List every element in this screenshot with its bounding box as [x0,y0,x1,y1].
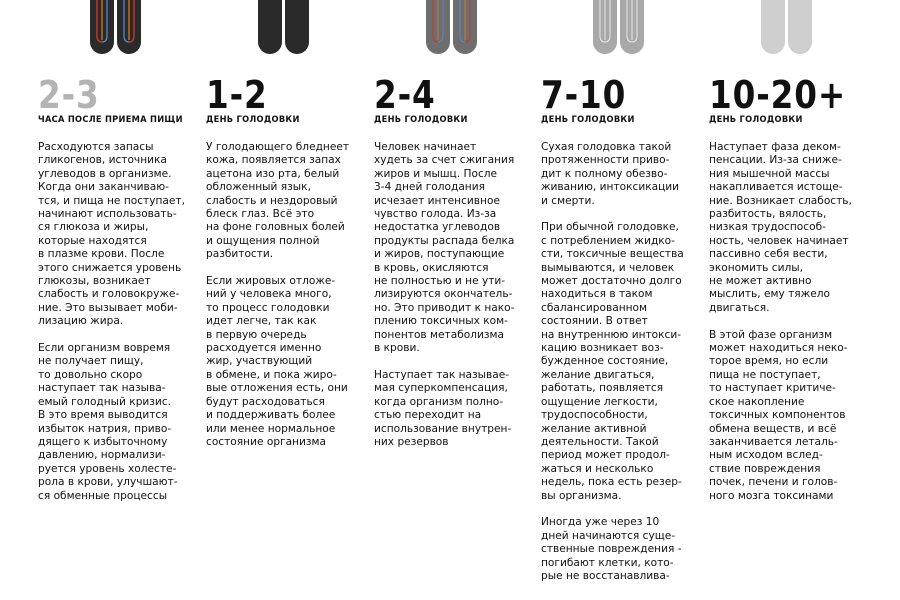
left-leg-icon [593,0,617,54]
stage-range: 2-3 [38,73,100,117]
left-leg-icon [761,0,785,54]
stage-label: ДЕНЬ ГОЛОДОВКИ [374,115,468,125]
right-leg-icon [620,0,644,54]
stage-description [541,141,706,597]
stage-range: 1-2 [206,73,268,117]
stage-label: ЧАСА ПОСЛЕ ПРИЕМА ПИЩИ [38,115,183,125]
right-leg-icon [285,0,309,54]
paragraph: Сухая голодовка такой протяженности приво- дит к полному обезво- живанию, интоксикации и смерти. [541,141,680,207]
stage-range: 2-4 [374,73,436,117]
paragraph: При обычной голодовке, с потреблением жидко- сти, токсичные вещества вымываются, и человек может достаточно долго находиться в таком сбалансированном состоянии. В ответ на внутреннюю интокси- кацию возникает воз- бужденное состояние, желание двигаться, работать, появляется ощущение легкости, трудоспособности, желание активной деятельности. Такой период может продол- жаться и несколько недель, пока есть резер- вы организма. [541,221,684,502]
left-leg-icon [258,0,282,54]
stage-range: 10-20+ [709,73,847,117]
right-leg-icon [453,0,477,54]
stage-column-1 [38,0,206,600]
stage-column-3 [374,0,542,600]
left-leg-icon [90,0,114,54]
paragraph: У голодающего бледнеет кожа, появляется запах ацетона изо рта, белый обложенный язык, слабость и нездоровый блеск глаз. Всё это на фоне головных болей и ощущения полной разбитости. [206,141,350,261]
stage-column-5 [709,0,889,600]
stage-column-4 [541,0,709,600]
stage-label: ДЕНЬ ГОЛОДОВКИ [206,115,300,125]
stage-range: 7-10 [541,73,627,117]
paragraph: Если жировых отложе- ний у человека много, то процесс голодовки идет легче, так как в первую очередь расходуется именно жир, участвующий в обмене, и пока жиро- вые отложения есть, они будут расходоваться и поддерживать более или менее нормальное состояние организма [206,275,348,448]
paragraph: Если организм вовремя не получает пищу, то довольно скоро наступает так называ- емый голодный кризис. В это время выводится избыток натрия, приво- дящего к избыточному давлению, нормализи- руется уровень холесте- рола в крови, улучшают- ся обменные процессы [38,342,178,502]
stage-label: ДЕНЬ ГОЛОДОВКИ [541,115,635,125]
stage-description [709,141,874,516]
paragraph: Наступает фаза деком- пенсации. Из-за сниже- ния мышечной массы накапливается истоще- ние. Возникает слабость, разбитость, вялость, низкая трудоспособ- ность, человек начинает пассивно себя вести, экономить силы, не может активно мыслить, ему тяжело двигаться. [709,141,852,314]
paragraph: Человек начинает худеть за счет сжигания жиров и мышц. После 3-4 дней голодания исчезает интенсивное чувство голода. Из-за недостатка углеводов продукты распада белка и жиров, поступающие в кровь, окисляются не полностью и не ути- лизируются окончатель- но. Это приводит к нако- плению токсичных ком- понентов метаболизма в крови. [374,141,515,355]
paragraph: Наступает так называе- мая суперкомпенсация, когда организм полно- стью переходит на использование внутрен- них резервов [374,368,512,448]
legs-illustration [258,0,318,54]
stage-description [374,141,539,463]
paragraph: В этой фазе организм может находиться неко- торое время, но если пища не поступает, то наступает критиче- ское накопление токсичных компонентов обмена веществ, и всё заканчивается леталь- ным исходом вслед- ствие повреждения почек, печени и голов- ного мозга токсинами [709,328,848,502]
stage-column-2 [206,0,374,600]
paragraph: Иногда уже через 10 дней начинаются суще- ственные повреждения - погибают клетки, кото- рые не восстанавлива- [541,516,682,582]
legs-illustration [761,0,821,54]
right-leg-icon [117,0,141,54]
left-leg-icon [426,0,450,54]
stage-description [38,141,203,516]
paragraph: Расходуются запасы гликогенов, источника углеводов в организме. Когда они заканчиваю- тся, и пища не поступает, начинают использовать- ся глюкоза и жиры, которые находятся в плазме крови. После этого снижается уровень глюкозы, возникает слабость и головокруже- ние. Это вызывает моби- лизацию жира. [38,141,185,328]
right-leg-icon [788,0,812,54]
legs-illustration [426,0,486,54]
legs-illustration [593,0,653,54]
legs-illustration [90,0,150,54]
stage-label: ДЕНЬ ГОЛОДОВКИ [709,115,803,125]
stage-description [206,141,371,463]
